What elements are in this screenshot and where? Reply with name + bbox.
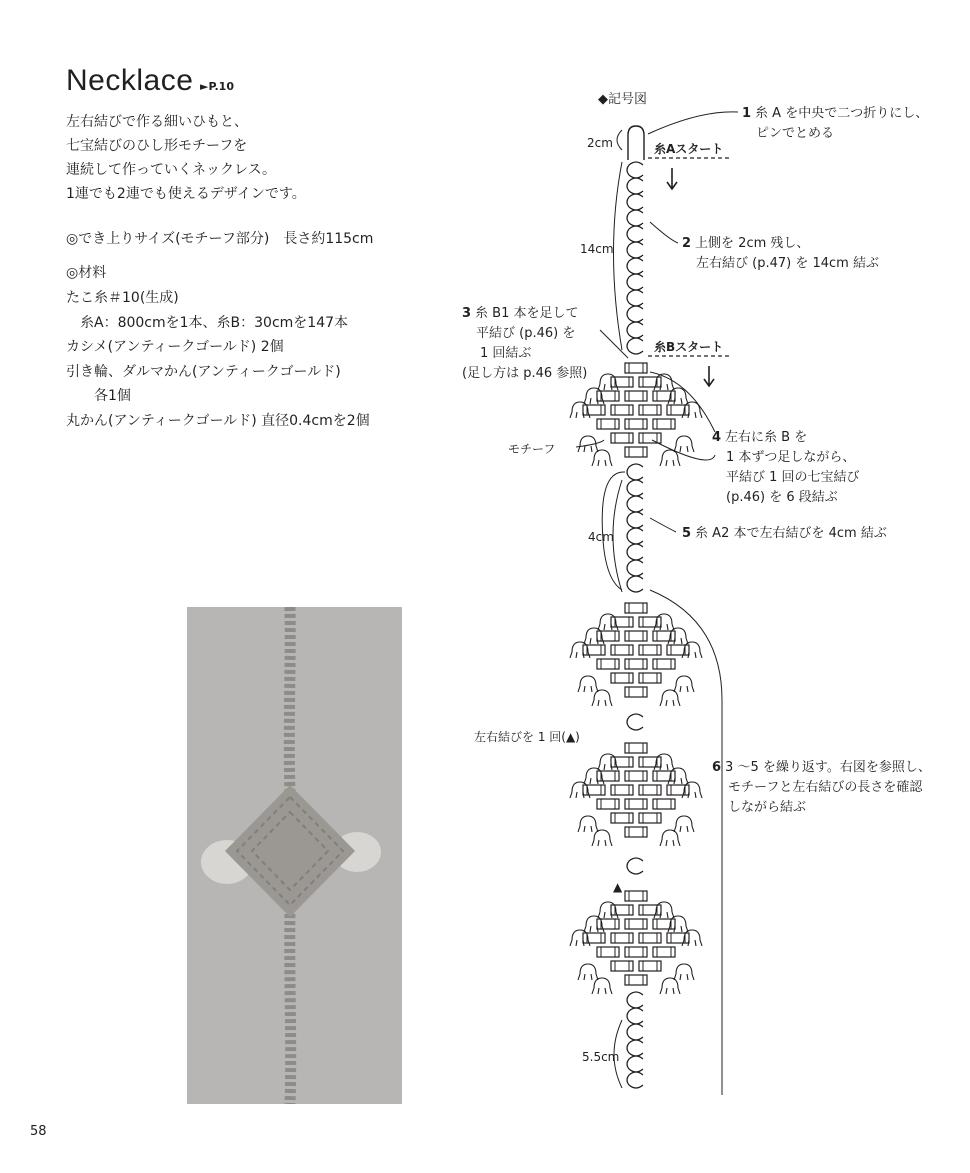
knot-chain-3 — [627, 992, 643, 1088]
step-text: 左右結び (p.47) を 14cm 結ぶ — [696, 256, 879, 271]
step-text: 平結び 1 回の七宝結び — [726, 470, 860, 485]
intro-line: 七宝結びのひし形モチーフを — [66, 138, 248, 154]
knot-chain-1 — [627, 162, 643, 354]
step-text: 3 ～5 を繰り返す。右図を参照し、 — [725, 760, 931, 775]
step-number: 3 — [462, 306, 472, 321]
intro-line: 連続して作っていくネックレス。 — [66, 162, 276, 178]
length-label: 2cm — [587, 136, 613, 150]
step-2 — [682, 234, 879, 274]
step-text: 糸 A2 本で左右結びを 4cm 結ぶ — [695, 526, 887, 541]
motif-2 — [570, 603, 702, 706]
start-b-label: 糸Bスタート — [654, 340, 724, 354]
step-text: 上側を 2cm 残し、 — [695, 236, 810, 251]
length-label: 14cm — [580, 242, 614, 256]
material-item: たこ糸＃10(生成) — [66, 290, 179, 306]
measurement-brackets — [602, 130, 722, 1095]
page-number: 58 — [30, 1124, 47, 1139]
arrow-down-icon — [667, 168, 677, 189]
diagram-heading: ◆記号図 — [598, 92, 647, 107]
step-number: 1 — [742, 106, 752, 121]
step-number: 6 — [712, 760, 722, 775]
material-item: 糸A：800cmを1本、糸B：30cmを147本 — [80, 314, 349, 331]
step-text: 1 本ずつ足しながら、 — [726, 450, 856, 465]
length-label: 5.5cm — [582, 1050, 620, 1064]
step-text: 左右に糸 B を — [725, 430, 808, 445]
step-text: しながら結ぶ — [728, 800, 807, 815]
single-knot — [627, 858, 643, 874]
step-number: 4 — [712, 430, 722, 445]
single-knot-label: 左右結びを 1 回(▲) — [474, 730, 580, 744]
finished-size: ◎でき上りサイズ(モチーフ部分) 長さ約115cm — [66, 231, 374, 247]
length-label: 4cm — [588, 530, 614, 544]
material-item: カシメ(アンティークゴールド) 2個 — [66, 339, 284, 355]
motif-3 — [570, 743, 702, 846]
step-number: 2 — [682, 236, 692, 251]
page-reference[interactable]: ►P.10 — [200, 80, 234, 93]
material-item: 丸かん(アンティークゴールド) 直径0.4cmを2個 — [66, 412, 370, 429]
start-a-label: 糸Aスタート — [654, 142, 724, 156]
page-title: Necklace — [66, 64, 194, 97]
arrow-down-icon — [704, 366, 714, 386]
motif-4 — [570, 891, 702, 994]
step-text: (足し方は p.46 参照) — [462, 366, 588, 381]
step-3 — [462, 304, 587, 384]
step-text: ピンでとめる — [756, 126, 835, 141]
step-text: 平結び (p.46) を — [476, 326, 576, 341]
motif-1 — [570, 363, 702, 466]
intro-line: 左右結びで作る細いひもと、 — [66, 114, 248, 130]
step-4 — [712, 428, 860, 508]
step-number: 5 — [682, 526, 692, 541]
single-knot — [627, 714, 643, 730]
triangle-marker: ▲ — [613, 880, 623, 894]
step-text: (p.46) を 6 段結ぶ — [726, 490, 838, 505]
step-6 — [712, 758, 931, 818]
step-text: 1 回結ぶ — [480, 346, 532, 361]
step-text: モチーフと左右結びの長さを確認 — [728, 780, 923, 795]
cord-loop — [628, 126, 644, 160]
intro-line: 1連でも2連でも使えるデザインです。 — [66, 186, 306, 202]
step-5 — [682, 524, 887, 544]
step-1 — [742, 104, 928, 144]
knot-chain-2 — [627, 464, 643, 592]
materials-heading: ◎材料 — [66, 265, 107, 281]
material-item: 引き輪、ダルマかん(アンティークゴールド) — [66, 363, 341, 380]
step-text: 糸 B1 本を足して — [475, 306, 579, 321]
step-text: 糸 A を中央で二つ折りにし、 — [755, 106, 929, 121]
material-item: 各1個 — [94, 388, 131, 404]
motif-label: モチーフ — [508, 442, 556, 456]
